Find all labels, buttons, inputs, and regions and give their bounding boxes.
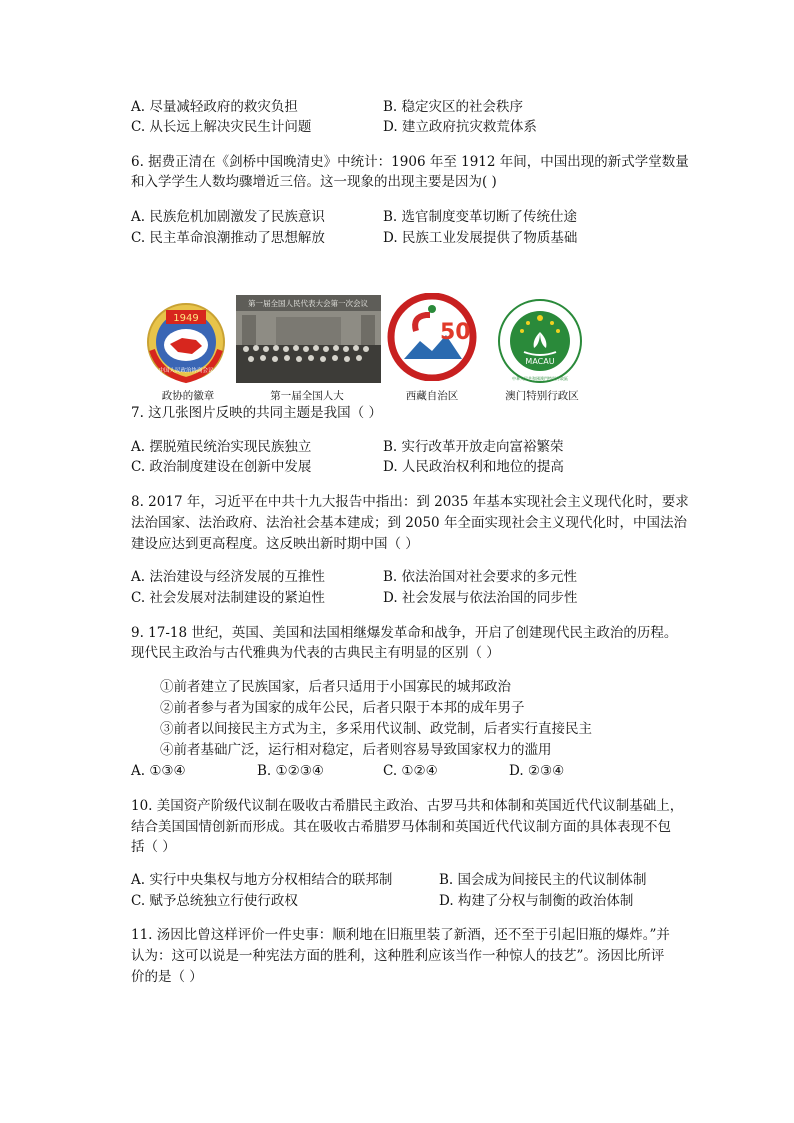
q6-option-b: B. 选官制度变革切断了传统仕途 bbox=[383, 209, 578, 225]
tibet-logo-number: 50 bbox=[440, 320, 471, 345]
q8-option-a: A. 法治建设与经济发展的互推性 bbox=[131, 569, 325, 585]
q7-option-a: A. 摆脱殖民统治实现民族独立 bbox=[131, 439, 312, 455]
caption-macau: 澳门特别行政区 bbox=[505, 390, 579, 402]
q6-option-d: D. 民族工业发展提供了物质基础 bbox=[383, 230, 578, 246]
q5-option-d: D. 建立政府抗灾救荒体系 bbox=[383, 119, 537, 135]
first-npc-photo bbox=[236, 295, 381, 383]
caption-cppcc-emblem: 政协的徽章 bbox=[161, 390, 215, 402]
caption-tibet: 西藏自治区 bbox=[405, 390, 459, 402]
q9-statement-4: ④前者基础广泛，运行相对稳定，后者则容易导致国家权力的滥用 bbox=[160, 742, 552, 758]
q10-option-c: C. 赋予总统独立行使行政权 bbox=[131, 893, 298, 909]
emblem-ring-text: 中国人民政治协商会议 bbox=[158, 368, 214, 374]
q11-stem-line-1: 11. 汤因比曾这样评价一件史事：顺利地在旧瓶里装了新酒，还不至于引起旧瓶的爆炸。”并 bbox=[131, 927, 670, 943]
q10-stem-line-3: 括（ ） bbox=[131, 839, 176, 855]
q9-statement-1: ①前者建立了民族国家，后者只适用于小国寡民的城邦政治 bbox=[160, 679, 511, 695]
q11-stem-line-3: 价的是（ ） bbox=[131, 969, 203, 985]
macau-ring-text: 中華人民共和國澳門特別行政區 bbox=[512, 376, 568, 381]
q9-statement-2: ②前者参与者为国家的成年公民，后者只限于本邦的成年男子 bbox=[160, 700, 525, 716]
q8-option-c: C. 社会发展对法制建设的紧迫性 bbox=[131, 590, 325, 606]
q7-option-d: D. 人民政治权利和地位的提高 bbox=[383, 459, 564, 475]
q9-option-d: D. ②③④ bbox=[509, 763, 565, 779]
q5-option-a: A. 尽量减轻政府的救灾负担 bbox=[131, 99, 298, 115]
q10-stem-line-2: 结合美国国情创新而形成。其在吸收古希腊罗马体制和英国近代代议制方面的具体表现不包 bbox=[131, 819, 671, 835]
q7-option-c: C. 政治制度建设在创新中发展 bbox=[131, 459, 312, 475]
q8-stem-line-2: 法治国家、法治政府、法治社会基本建成；到 2050 年全面实现社会主义现代化时，中国法治 bbox=[131, 515, 687, 531]
q6-stem-line-1: 6. 据费正清在《剑桥中国晚清史》中统计：1906 年至 1912 年间，中国出现的新式学堂数量 bbox=[131, 154, 689, 170]
tibet-anniversary-logo bbox=[386, 293, 478, 381]
macau-emblem bbox=[494, 298, 586, 384]
q6-option-a: A. 民族危机加剧激发了民族意识 bbox=[131, 209, 325, 225]
q6-stem-line-2: 和入学学生人数均骤增近三倍。这一现象的出现主要是因为( ) bbox=[131, 174, 497, 190]
caption-first-npc: 第一届全国人大 bbox=[270, 390, 344, 402]
q5-option-c: C. 从长远上解决灾民生计问题 bbox=[131, 119, 312, 135]
macau-logo-text: MACAU bbox=[525, 357, 555, 366]
q8-stem-line-1: 8. 2017 年，习近平在中共十九大报告中指出：到 2035 年基本实现社会主义现代化时，要求 bbox=[131, 494, 689, 510]
cppcc-emblem-image bbox=[140, 300, 232, 384]
q8-stem-line-3: 建设应达到更高程度。这反映出新时期中国（ ） bbox=[131, 536, 419, 552]
q10-option-b: B. 国会成为间接民主的代议制体制 bbox=[439, 872, 647, 888]
q7-stem: 7. 这几张图片反映的共同主题是我国（ ） bbox=[131, 405, 382, 421]
npc-banner: 第一届全国人民代表大会第一次会议 bbox=[248, 299, 368, 308]
q8-option-d: D. 社会发展与依法治国的同步性 bbox=[383, 590, 578, 606]
q10-option-d: D. 构建了分权与制衡的政治体制 bbox=[439, 893, 634, 909]
q9-statement-3: ③前者以间接民主方式为主，多采用代议制、政党制，后者实行直接民主 bbox=[160, 721, 592, 737]
q9-option-c: C. ①②④ bbox=[383, 763, 438, 779]
q6-option-c: C. 民主革命浪潮推动了思想解放 bbox=[131, 230, 325, 246]
q7-option-b: B. 实行改革开放走向富裕繁荣 bbox=[383, 439, 564, 455]
q9-stem-line-2: 现代民主政治与古代雅典为代表的古典民主有明显的区别（ ） bbox=[131, 645, 500, 661]
q9-option-b: B. ①②③④ bbox=[257, 763, 324, 779]
q8-option-b: B. 依法治国对社会要求的多元性 bbox=[383, 569, 578, 585]
q9-stem-line-1: 9. 17-18 世纪，英国、美国和法国相继爆发革命和战争，开启了创建现代民主政治的历程。 bbox=[131, 625, 678, 641]
q9-option-a: A. ①③④ bbox=[131, 763, 186, 779]
q10-stem-line-1: 10. 美国资产阶级代议制在吸收古希腊民主政治、古罗马共和体制和英国近代代议制基础上， bbox=[131, 798, 684, 814]
emblem-year: 1949 bbox=[173, 313, 199, 324]
q10-option-a: A. 实行中央集权与地方分权相结合的联邦制 bbox=[131, 872, 393, 888]
q11-stem-line-2: 认为：这可以说是一种宪法方面的胜利，这种胜利应该当作一种惊人的技艺”。汤因比所评 bbox=[131, 948, 665, 964]
q5-option-b: B. 稳定灾区的社会秩序 bbox=[383, 99, 524, 115]
